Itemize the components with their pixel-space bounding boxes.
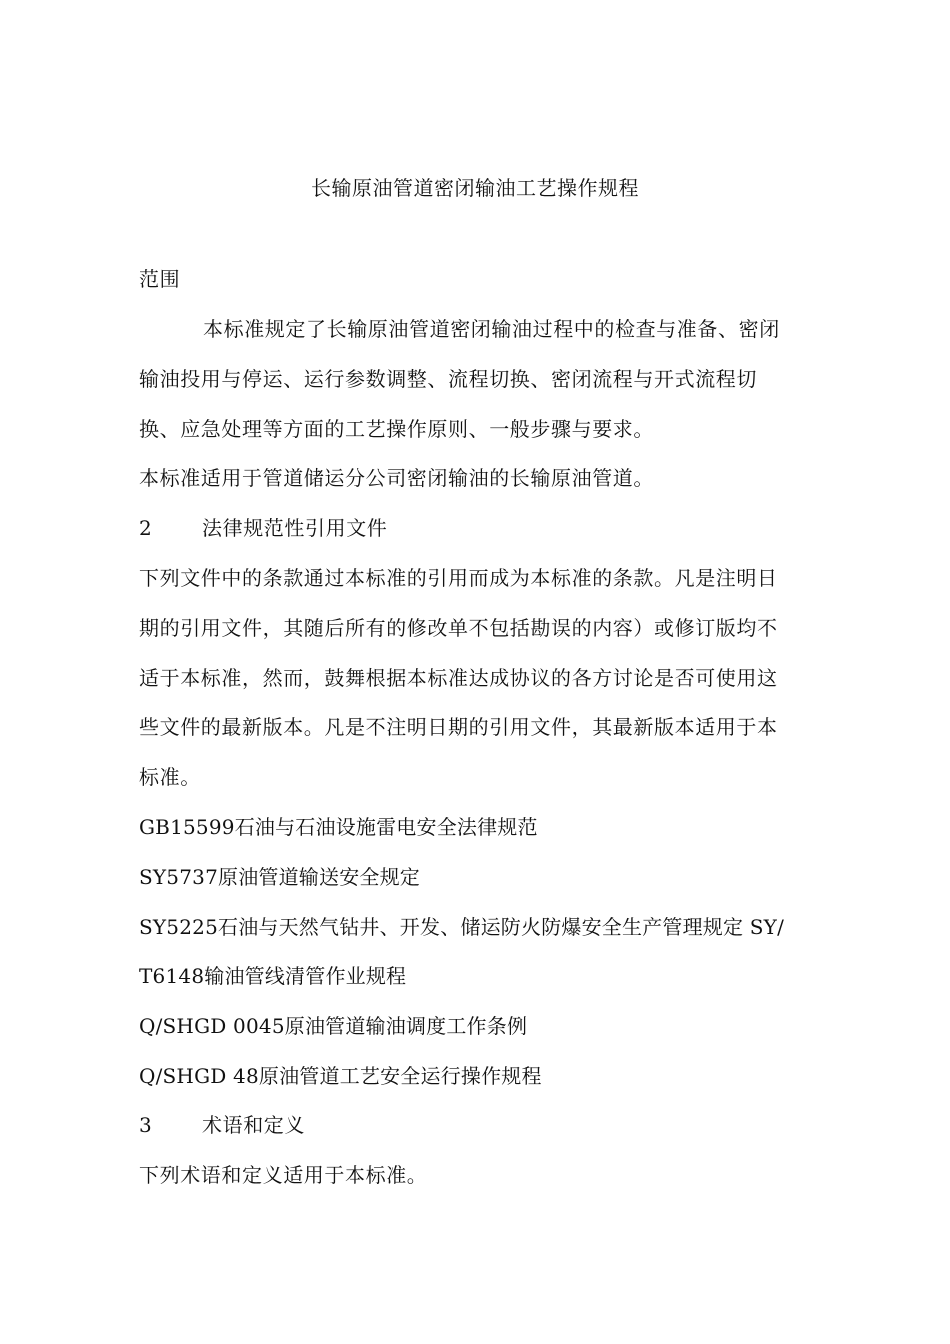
section-heading-terms <box>139 1110 819 1140</box>
reference-item: GB15599石油与石油设施雷电安全法律规范 <box>139 815 538 839</box>
section-number: 3 <box>139 1113 153 1137</box>
section-heading-scope: 范围 <box>139 267 181 291</box>
section-number: 2 <box>139 516 153 540</box>
references-paragraph-line-2: 期的引用文件，其随后所有的修改单不包括勘误的内容）或修订版均不 <box>139 616 778 640</box>
reference-item: SY5225石油与天然气钻井、开发、储运防火防爆安全生产管理规定 SY/ <box>139 915 785 939</box>
section-title: 法律规范性引用文件 <box>202 516 388 540</box>
reference-item: Q/SHGD 48原油管道工艺安全运行操作规程 <box>139 1064 542 1088</box>
scope-paragraph-line-1: 本标准规定了长输原油管道密闭输油过程中的检查与准备、密闭 <box>203 317 780 341</box>
section-title: 术语和定义 <box>202 1113 305 1137</box>
scope-applicability: 本标准适用于管道储运分公司密闭输油的长输原油管道。 <box>139 466 654 490</box>
document-title: 长输原油管道密闭输油工艺操作规程 <box>311 176 639 200</box>
reference-item: T6148输油管线清管作业规程 <box>139 964 407 988</box>
scope-paragraph-line-2: 输油投用与停运、运行参数调整、流程切换、密闭流程与开式流程切 <box>139 367 757 391</box>
references-paragraph-line-5: 标准。 <box>139 765 201 789</box>
section-heading-references <box>139 513 819 543</box>
references-paragraph-line-4: 些文件的最新版本。凡是不注明日期的引用文件，其最新版本适用于本 <box>139 715 778 739</box>
reference-item: SY5737原油管道输送安全规定 <box>139 865 421 889</box>
references-paragraph-line-1: 下列文件中的条款通过本标准的引用而成为本标准的条款。凡是注明日 <box>139 566 778 590</box>
references-paragraph-line-3: 适于本标准，然而，鼓舞根据本标准达成协议的各方讨论是否可使用这 <box>139 666 778 690</box>
reference-item: Q/SHGD 0045原油管道输油调度工作条例 <box>139 1014 528 1038</box>
scope-paragraph-line-3: 换、应急处理等方面的工艺操作原则、一般步骤与要求。 <box>139 417 654 441</box>
terms-paragraph: 下列术语和定义适用于本标准。 <box>139 1163 428 1187</box>
